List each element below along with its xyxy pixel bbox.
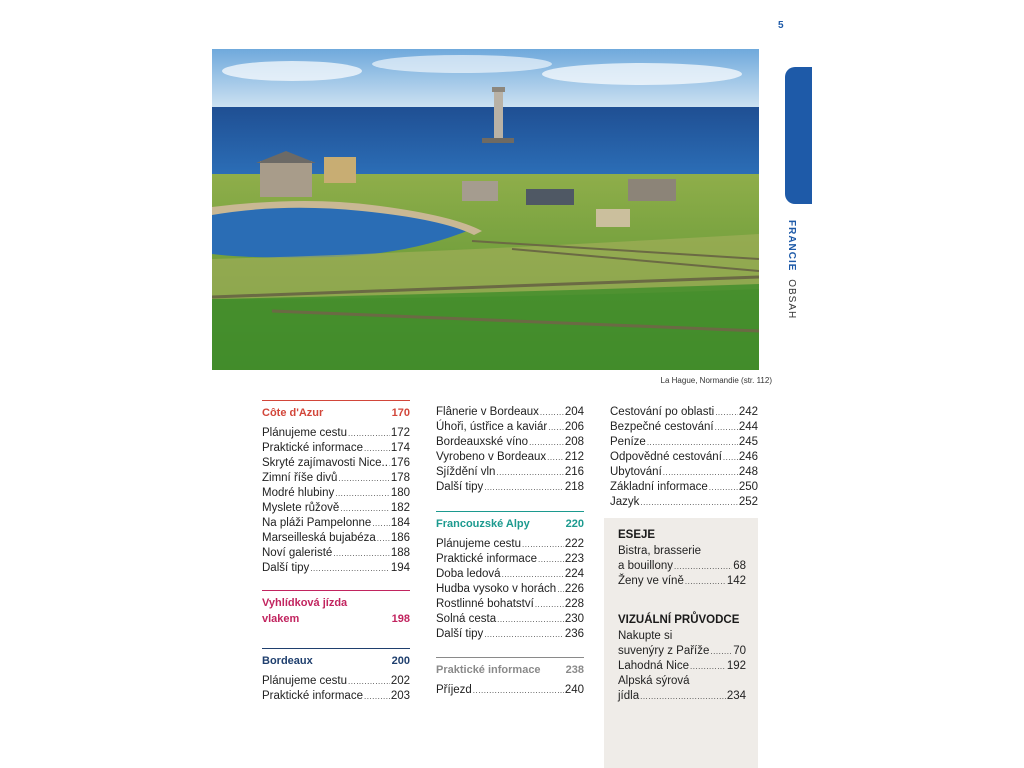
section-heading-cote-dazur[interactable]	[262, 400, 410, 421]
toc-entry[interactable]	[436, 435, 584, 450]
toc-leader-dots	[484, 627, 564, 642]
section-page: 200	[391, 655, 410, 667]
toc-entry-label: Doba ledová	[436, 568, 501, 580]
toc-entry[interactable]	[436, 612, 584, 627]
toc-entry[interactable]	[262, 471, 410, 486]
toc-entry-label: Plánujeme cestu	[262, 675, 348, 687]
section-title: Bordeaux	[262, 655, 313, 667]
toc-entry-page: 244	[738, 421, 758, 433]
section-title-line1: Vyhlídková jízda	[262, 597, 348, 609]
toc-entry[interactable]	[262, 426, 410, 441]
toc-entry[interactable]	[436, 537, 584, 552]
section-title: Francouzské Alpy	[436, 518, 530, 530]
toc-entry-page: 172	[390, 427, 410, 439]
toc-list-bordeaux	[262, 674, 410, 704]
toc-entry[interactable]	[262, 456, 410, 471]
toc-leader-dots	[535, 597, 564, 612]
toc-entry-page: 242	[738, 406, 758, 418]
toc-entry-label: Bordeauxské víno	[436, 436, 529, 448]
toc-leader-dots	[723, 450, 738, 465]
toc-column-3	[610, 400, 758, 510]
toc-leader-dots	[348, 674, 390, 689]
toc-entry-page: 218	[564, 481, 584, 493]
toc-entry-page: 184	[390, 517, 410, 529]
toc-entry-lahodna-nice[interactable]: Lahodná Nice ..... 192	[618, 659, 746, 674]
section-heading-prakticke-informace[interactable]	[436, 657, 584, 678]
toc-list-francouzske-alpy	[436, 537, 584, 642]
toc-list-prakticke-continued	[610, 405, 758, 510]
toc-entry-page: 230	[564, 613, 584, 625]
toc-entry-page: 236	[564, 628, 584, 640]
toc-leader-dots	[340, 501, 389, 516]
toc-entry[interactable]	[436, 597, 584, 612]
toc-entry-page: 188	[390, 547, 410, 559]
section-page: 198	[391, 613, 410, 625]
toc-entry-label: Odpovědné cestování	[610, 451, 722, 463]
toc-leader-dots	[348, 426, 390, 441]
section-title-line2: vlakem	[262, 613, 300, 625]
section-page: 220	[565, 518, 584, 530]
toc-entry-label: Příjezd	[436, 684, 472, 696]
toc-entry-label: Noví galeristé	[262, 547, 333, 559]
section-title: Côte d'Azur	[262, 407, 324, 419]
toc-leader-dots	[709, 480, 738, 495]
toc-entry-page: 202	[390, 675, 410, 687]
toc-entry[interactable]	[262, 531, 410, 546]
toc-leader-dots	[377, 531, 390, 546]
toc-entry-label: Plánujeme cestu	[262, 427, 348, 439]
toc-entry[interactable]	[436, 683, 584, 698]
toc-entry[interactable]	[436, 465, 584, 480]
section-page: 170	[391, 407, 410, 419]
toc-entry-page: 176	[390, 457, 410, 469]
toc-entry-label: Další tipy	[436, 481, 484, 493]
toc-leader-dots	[547, 450, 564, 465]
toc-entry-page: 245	[738, 436, 758, 448]
toc-entry[interactable]	[436, 552, 584, 567]
toc-entry[interactable]	[262, 501, 410, 516]
toc-leader-dots	[663, 465, 738, 480]
toc-leader-dots	[484, 480, 564, 495]
toc-entry-page: 206	[564, 421, 584, 433]
page-number: 5	[778, 20, 784, 31]
section-heading-bordeaux[interactable]	[262, 648, 410, 669]
toc-entry[interactable]	[262, 689, 410, 704]
toc-entry-label: Plánujeme cestu	[436, 538, 522, 550]
toc-entry-page: 252	[738, 496, 758, 508]
toc-leader-dots	[538, 552, 564, 567]
toc-entry-page: 240	[564, 684, 584, 696]
toc-entry[interactable]	[262, 516, 410, 531]
toc-entry-label: Praktické informace	[436, 553, 537, 565]
toc-entry-label: Flânerie v Bordeaux	[436, 406, 539, 418]
toc-entry[interactable]	[262, 441, 410, 456]
toc-entry-page: 224	[564, 568, 584, 580]
toc-list-prakticke-informace	[436, 683, 584, 698]
toc-leader-dots	[647, 435, 738, 450]
toc-entry-nakupte[interactable]: suvenýry z Paříže ..... 70	[618, 644, 746, 659]
toc-leader-dots	[338, 471, 389, 486]
toc-entry[interactable]	[610, 495, 758, 510]
toc-entry[interactable]	[610, 435, 758, 450]
toc-entry-label: Hudba vysoko v horách	[436, 583, 557, 595]
toc-leader-dots	[502, 567, 564, 582]
landscape-photo	[212, 49, 759, 370]
toc-leader-dots	[640, 495, 737, 510]
toc-entry-label: Myslete růžově	[262, 502, 340, 514]
toc-entry-label: Další tipy	[436, 628, 484, 640]
toc-entry-page: 194	[390, 562, 410, 574]
toc-entry-zeny-ve-vine[interactable]: Ženy ve víně ..... 142	[618, 574, 746, 589]
toc-entry-label: Bezpečné cestování	[610, 421, 714, 433]
toc-entry-page: 226	[564, 583, 584, 595]
toc-leader-dots	[557, 582, 564, 597]
toc-leader-dots	[364, 441, 390, 456]
toc-entry[interactable]	[436, 480, 584, 495]
toc-entry-page: 216	[564, 466, 584, 478]
toc-entry-bistra[interactable]: a bouillony ..... 68	[618, 559, 746, 574]
features-box	[604, 518, 758, 768]
toc-leader-dots	[389, 456, 390, 471]
toc-entry[interactable]	[610, 480, 758, 495]
toc-entry-page: 208	[564, 436, 584, 448]
box-heading-vizualni-pruvodce: VIZUÁLNÍ PRŮVODCE	[618, 614, 740, 626]
toc-entry-label: Úhoři, ústřice a kaviár	[436, 421, 548, 433]
toc-entry-label: Marseilleská bujabéza	[262, 532, 376, 544]
toc-entry[interactable]	[610, 465, 758, 480]
toc-entry-alpska-syrova-jidla[interactable]: jídla ..... 234	[618, 689, 746, 704]
toc-entry[interactable]	[262, 546, 410, 561]
running-header-country: FRANCIE	[786, 220, 797, 272]
toc-entry-label: Praktické informace	[262, 442, 363, 454]
toc-entry-page: 223	[564, 553, 584, 565]
toc-column-2	[436, 400, 584, 698]
toc-entry[interactable]	[262, 561, 410, 576]
toc-entry-label: Skryté zajímavosti Nice..	[262, 457, 388, 469]
toc-entry-page: 178	[390, 472, 410, 484]
toc-entry[interactable]	[436, 627, 584, 642]
toc-entry[interactable]	[436, 405, 584, 420]
toc-leader-dots	[522, 537, 564, 552]
toc-entry-nakupte-line1[interactable]: Nakupte si	[618, 630, 673, 642]
running-header-section: OBSAH	[786, 279, 797, 320]
toc-entry[interactable]	[610, 450, 758, 465]
toc-entry-page: 246	[738, 451, 758, 463]
box-heading-eseje: ESEJE	[618, 529, 656, 541]
toc-leader-dots	[715, 405, 738, 420]
toc-entry-label: Cestování po oblasti	[610, 406, 715, 418]
toc-entry[interactable]	[262, 674, 410, 689]
toc-entry-label: Jazyk	[610, 496, 640, 508]
toc-entry-page: 203	[390, 690, 410, 702]
toc-leader-dots	[496, 465, 563, 480]
toc-entry-label: Na pláži Pampelonne	[262, 517, 372, 529]
toc-leader-dots	[310, 561, 390, 576]
toc-entry-page: 212	[564, 451, 584, 463]
toc-entry[interactable]	[610, 420, 758, 435]
toc-entry-page: 204	[564, 406, 584, 418]
toc-entry-label: Vyrobeno v Bordeaux	[436, 451, 547, 463]
toc-leader-dots	[364, 689, 390, 704]
toc-leader-dots	[333, 546, 390, 561]
toc-leader-dots	[715, 420, 738, 435]
toc-entry-page: 222	[564, 538, 584, 550]
toc-entry-alpska-line1[interactable]: Alpská sýrová	[618, 675, 690, 687]
toc-leader-dots	[540, 405, 564, 420]
toc-leader-dots	[497, 612, 564, 627]
section-heading-vyhlidkova-jizda[interactable]	[262, 590, 410, 627]
section-heading-francouzske-alpy[interactable]	[436, 511, 584, 532]
toc-entry-bistra-line1[interactable]: Bistra, brasserie	[618, 545, 702, 557]
running-header	[781, 220, 801, 320]
toc-entry-page: 248	[738, 466, 758, 478]
toc-entry[interactable]	[436, 450, 584, 465]
toc-entry-page: 186	[390, 532, 410, 544]
toc-entry[interactable]	[610, 405, 758, 420]
toc-entry-label: Ubytování	[610, 466, 662, 478]
toc-leader-dots	[372, 516, 389, 531]
toc-list-bordeaux-continued	[436, 405, 584, 495]
toc-entry[interactable]	[436, 567, 584, 582]
toc-entry-label: Další tipy	[262, 562, 310, 574]
toc-list-cote-dazur	[262, 426, 410, 576]
toc-entry-page: 174	[390, 442, 410, 454]
toc-entry-page: 182	[390, 502, 410, 514]
toc-entry-label: Peníze	[610, 436, 646, 448]
toc-leader-dots	[548, 420, 564, 435]
toc-entry-page: 180	[390, 487, 410, 499]
toc-entry-label: Rostlinné bohatství	[436, 598, 534, 610]
photo-caption: La Hague, Normandie (str. 112)	[660, 376, 772, 385]
toc-entry[interactable]	[436, 582, 584, 597]
toc-leader-dots	[529, 435, 564, 450]
toc-entry-label: Sjíždění vln	[436, 466, 496, 478]
toc-leader-dots	[335, 486, 390, 501]
toc-entry-label: Zimní říše divů	[262, 472, 338, 484]
toc-entry-page: 250	[738, 481, 758, 493]
toc-entry-label: Modré hlubiny	[262, 487, 335, 499]
toc-entry-label: Praktické informace	[262, 690, 363, 702]
chapter-tab	[785, 67, 812, 204]
section-title: Praktické informace	[436, 664, 541, 676]
toc-column-1	[262, 400, 410, 704]
toc-entry[interactable]	[436, 420, 584, 435]
toc-leader-dots	[473, 683, 564, 698]
toc-entry-page: 228	[564, 598, 584, 610]
toc-entry-label: Základní informace	[610, 481, 708, 493]
toc-entry-label: Solná cesta	[436, 613, 497, 625]
toc-entry[interactable]	[262, 486, 410, 501]
section-page: 238	[565, 664, 584, 676]
